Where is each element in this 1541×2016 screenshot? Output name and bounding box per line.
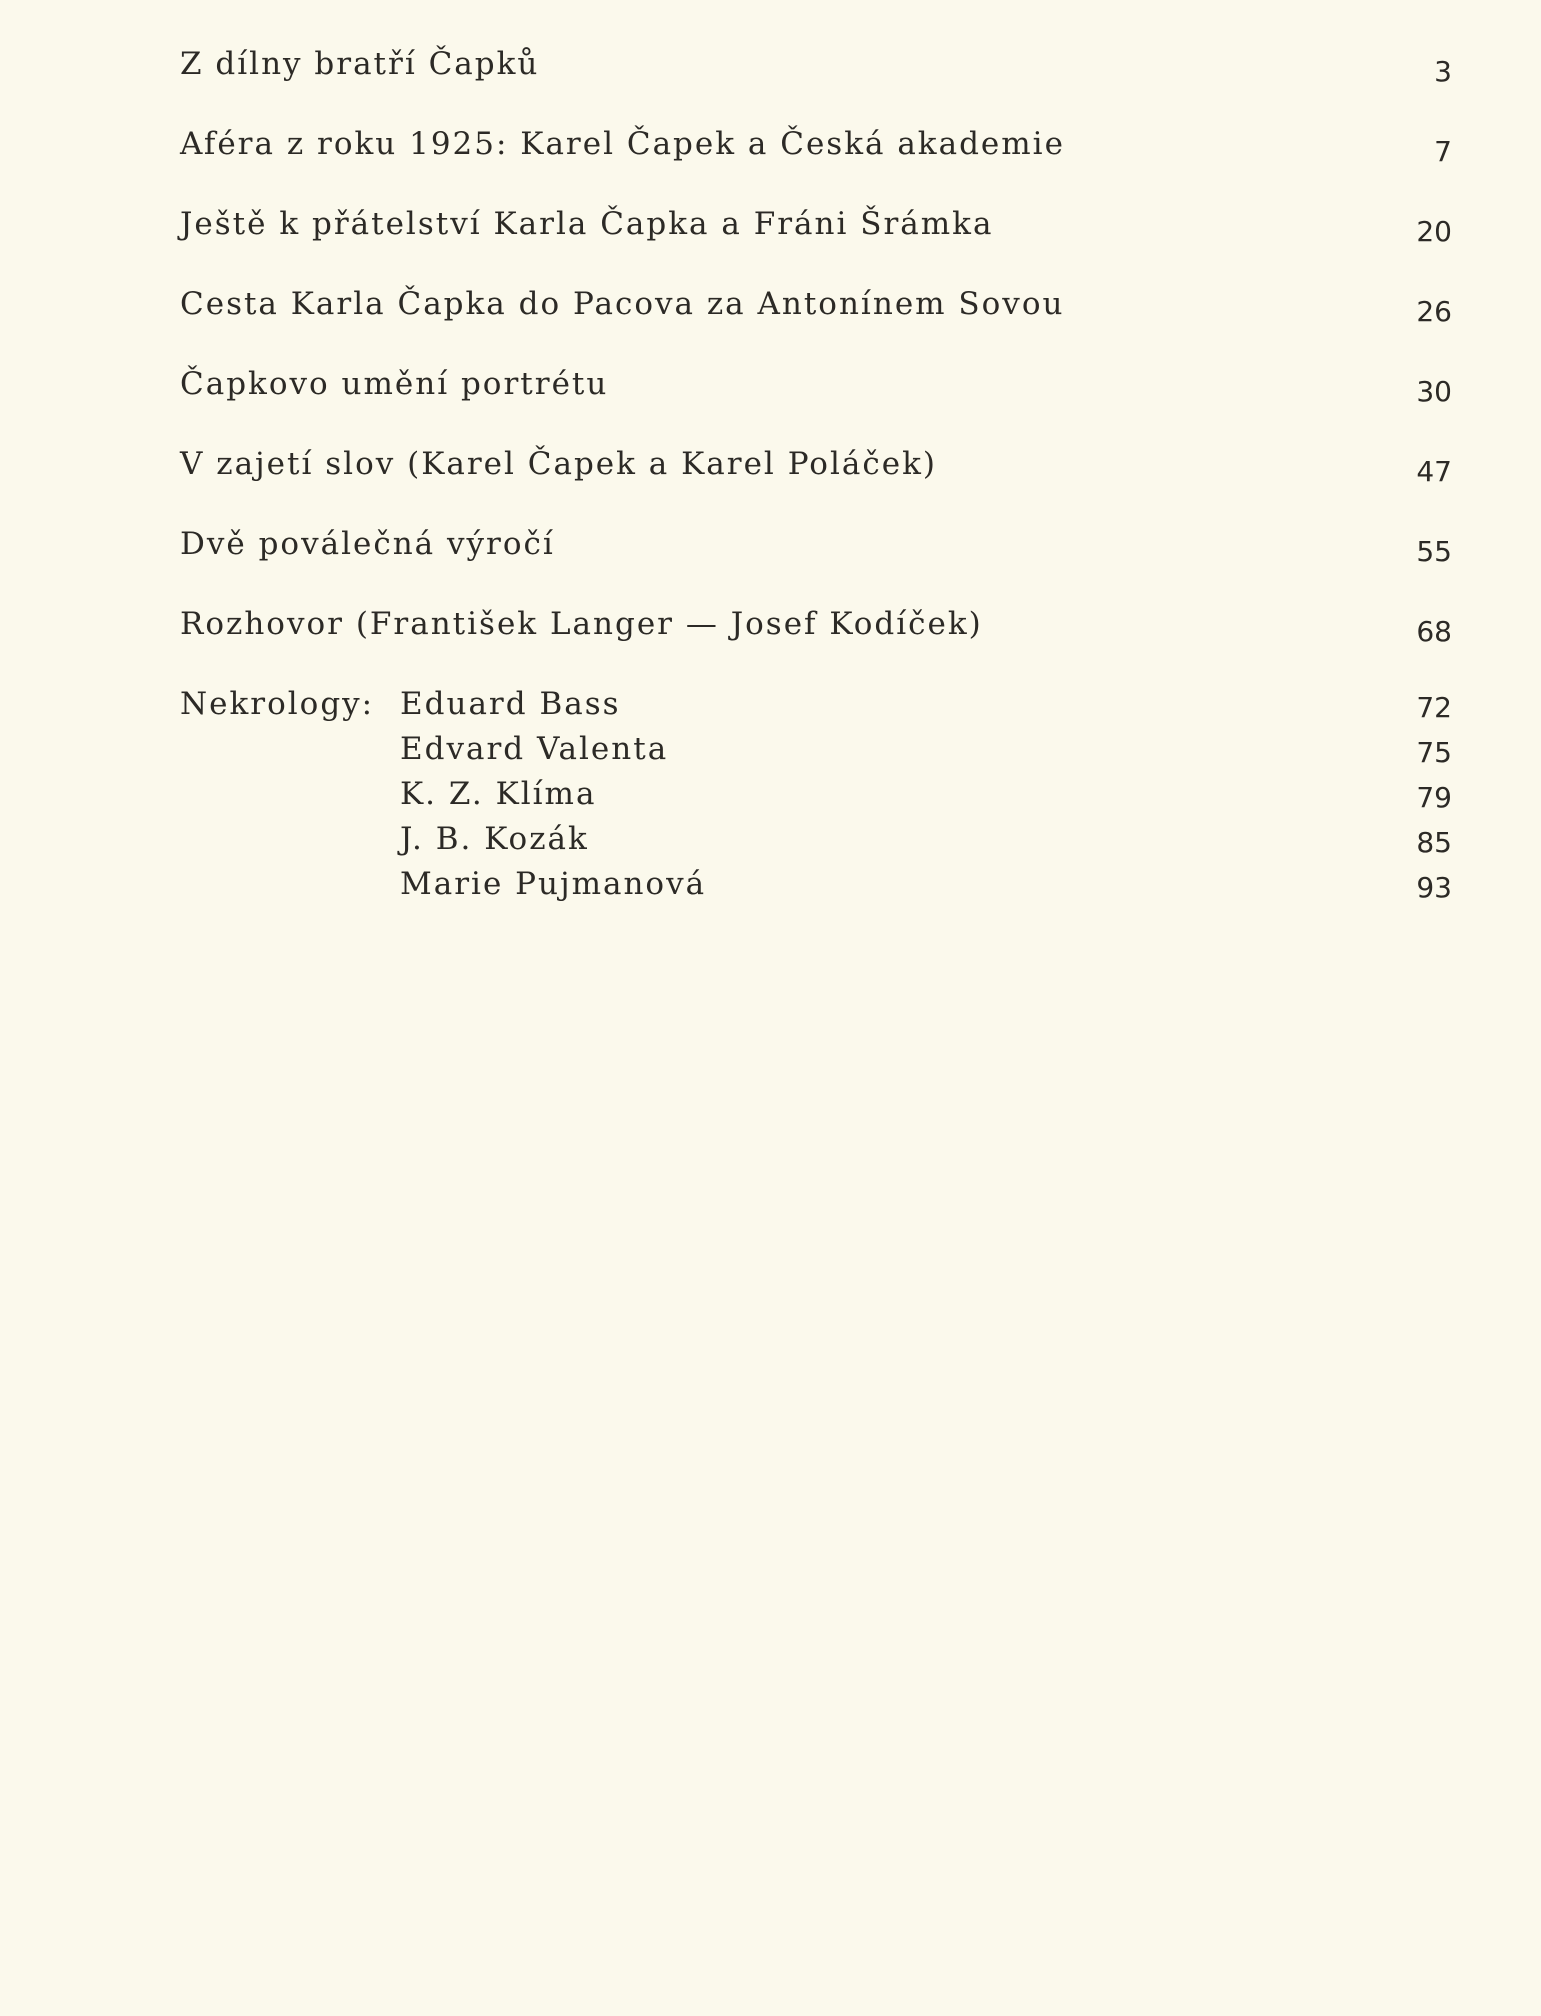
necrology-item [400, 772, 1452, 817]
toc-entry [180, 196, 1452, 276]
toc-entry [180, 436, 1452, 516]
toc-entry-page: 68 [1416, 615, 1452, 648]
necrology-item [400, 682, 1452, 727]
toc-entry [180, 356, 1452, 436]
toc-entry [180, 36, 1452, 116]
necrology-item [400, 817, 1452, 862]
necrology-item [400, 862, 1452, 907]
toc-entry-page: 3 [1434, 55, 1452, 88]
toc-entry-page: 55 [1416, 535, 1452, 568]
table-of-contents [180, 36, 1452, 676]
toc-entry-title: Ještě k přátelství Karla Čapka a Fráni Šrámka [180, 206, 994, 242]
toc-entry-title: V zajetí slov (Karel Čapek a Karel Poláček) [180, 446, 937, 482]
toc-entry-page: 20 [1416, 215, 1452, 248]
toc-entry [180, 596, 1452, 676]
toc-entry-page: 47 [1416, 455, 1452, 488]
necrology-name: Marie Pujmanová [400, 866, 707, 902]
necrology-page: 85 [1416, 826, 1452, 859]
necrology-item [400, 727, 1452, 772]
toc-entry-title: Aféra z roku 1925: Karel Čapek a Česká akademie [180, 126, 1065, 162]
necrology-page: 93 [1416, 871, 1452, 904]
necrology-page: 75 [1416, 736, 1452, 769]
necrology-name: J. B. Kozák [400, 821, 589, 857]
toc-entry-title: Z dílny bratří Čapků [180, 46, 540, 82]
necrology-name: K. Z. Klíma [400, 776, 597, 812]
toc-entry [180, 516, 1452, 596]
toc-entry-page: 7 [1434, 135, 1452, 168]
necrology-list [400, 682, 1452, 907]
toc-entry-title: Cesta Karla Čapka do Pacova za Antonínem Sovou [180, 286, 1065, 322]
necrology-page: 79 [1416, 781, 1452, 814]
toc-entry [180, 116, 1452, 196]
toc-entry-title: Dvě poválečná výročí [180, 526, 555, 562]
toc-entry [180, 276, 1452, 356]
necrology-name: Edvard Valenta [400, 731, 669, 767]
necrology-label: Nekrology: [180, 686, 375, 722]
toc-entry-page: 26 [1416, 295, 1452, 328]
toc-entry-page: 30 [1416, 375, 1452, 408]
necrology-name: Eduard Bass [400, 686, 621, 722]
toc-entry-title: Čapkovo umění portrétu [180, 366, 609, 402]
toc-entry-title: Rozhovor (František Langer — Josef Kodíček) [180, 606, 983, 642]
necrology-page: 72 [1416, 691, 1452, 724]
